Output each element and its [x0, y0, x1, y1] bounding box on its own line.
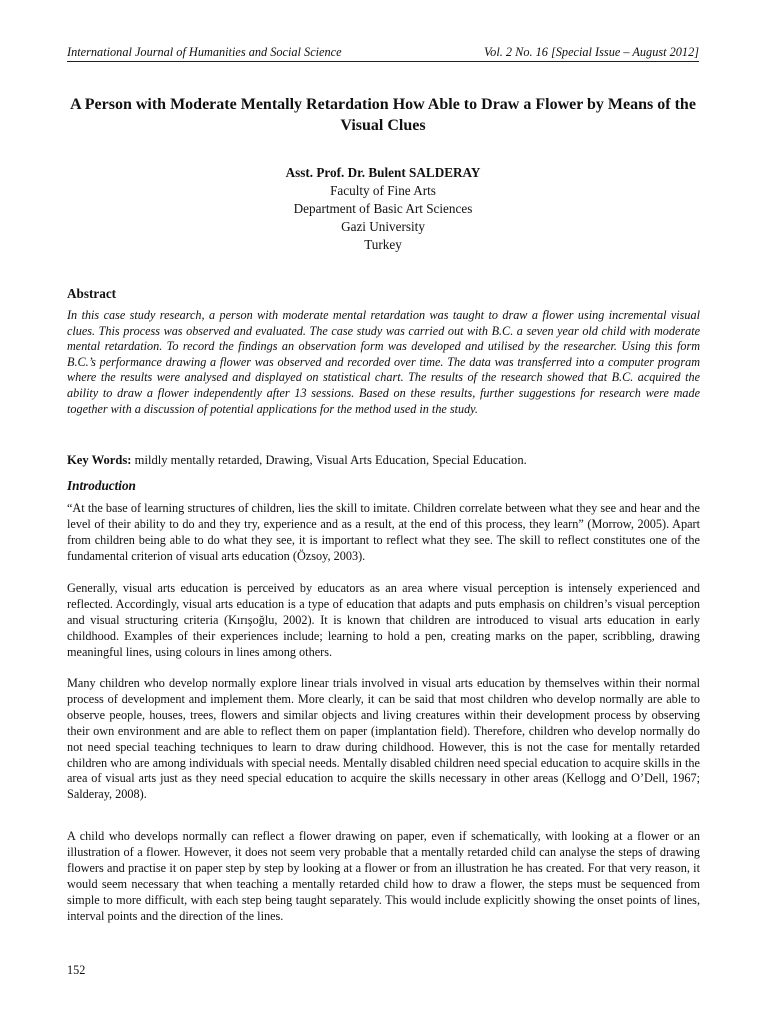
introduction-heading: Introduction	[67, 478, 136, 493]
body-paragraph: A child who develops normally can reflect a flower drawing on paper, even if schematically, with looking at a flower or an illustration of a flower. However, it does not seem very probable that a mentally retarded child can analyse the steps of drawing flowers and practise it on paper step by step by looking at a flower or from an illustration he has created. For that very reason, it would seem necessary that when teaching a mentally retarded child how to draw a flower, the steps must be sequenced from simple to more difficult, with each step being taught separately. This would include explicitly showing the onset points of lines, interval points and the direction of the lines.	[67, 829, 700, 923]
abstract-heading: Abstract	[67, 286, 117, 301]
journal-name: International Journal of Humanities and Social Science	[67, 45, 342, 59]
keywords	[67, 452, 700, 468]
article-title: A Person with Moderate Mentally Retardation How Able to Draw a Flower by Means of the Visual Clues	[70, 96, 696, 134]
author-block	[67, 164, 699, 254]
keywords-label: Key Words:	[67, 453, 132, 467]
issue-info: Vol. 2 No. 16 [Special Issue – August 2012]	[484, 45, 699, 59]
keywords-text: mildly mentally retarded, Drawing, Visual Arts Education, Special Education.	[131, 453, 527, 467]
body-paragraph: “At the base of learning structures of children, lies the skill to imitate. Children correlate between what they see and hear and the level of their ability to do and they try, experience and as a result, at the end of this process, they learn” (Morrow, 2005). Apart from children being able to do what they see, it is important to reflect what they see. The skill to reflect constitutes one of the fundamental criterion of visual arts education (Özsoy, 2003).	[67, 501, 700, 563]
affiliation-department: Department of Basic Art Sciences	[293, 201, 473, 216]
running-header	[67, 45, 699, 62]
affiliation-university: Gazi University	[341, 219, 425, 234]
page-number: 152	[67, 963, 86, 977]
abstract-text: In this case study research, a person with moderate mental retardation was taught to draw a flower using incremental visual clues. This process was observed and evaluated. The case study was carried out with B.C. a seven year old child with moderate mental retardation. To record the findings an observation form was developed and utilised by the researcher. Using this form B.C.’s performance drawing a flower was observed and recorded over time. The data was transferred into a computer program where the results were analysed and displayed on statistical chart. The results of the research showed that B.C. acquired the ability to draw a flower independently after 13 sessions. Based on these results, further suggestions for research were made together with a discussion of potential applications for the method used in the study.	[67, 308, 700, 416]
affiliation-country: Turkey	[364, 237, 402, 252]
body-paragraph: Generally, visual arts education is perceived by educators as an area where visual perception is intensely experienced and reflected. Accordingly, visual arts education is a type of education that adapts and puts emphasis on children’s visual perception and visual structuring criteria (Kırışoğlu, 2002). It is known that children are introduced to visual arts education in early childhood. Examples of their experiences include; learning to hold a pen, creating marks on the paper, scribbling, drawing meaningful lines, using colours in lines among others.	[67, 581, 700, 659]
author-name: Asst. Prof. Dr. Bulent SALDERAY	[285, 165, 481, 180]
affiliation-faculty: Faculty of Fine Arts	[330, 183, 436, 198]
body-paragraph: Many children who develop normally explore linear trials involved in visual arts education by themselves within their normal process of development and implement them. More clearly, it can be said that most children who develop normally are able to observe people, houses, trees, flowers and similar objects and living creatures within their development process by observing their own environment and are able to reflect them on paper (implantation field). Therefore, children who develop normally do not need special teaching techniques to learn to draw during childhood. However, this is not the case for mentally retarded children who are among individuals with special needs. Mentally disabled children need special education to acquire skills in the area of visual arts just as they need special education to acquire the skills necessary in other areas (Kellogg and O’Dell, 1967; Salderay, 2008).	[67, 676, 700, 802]
